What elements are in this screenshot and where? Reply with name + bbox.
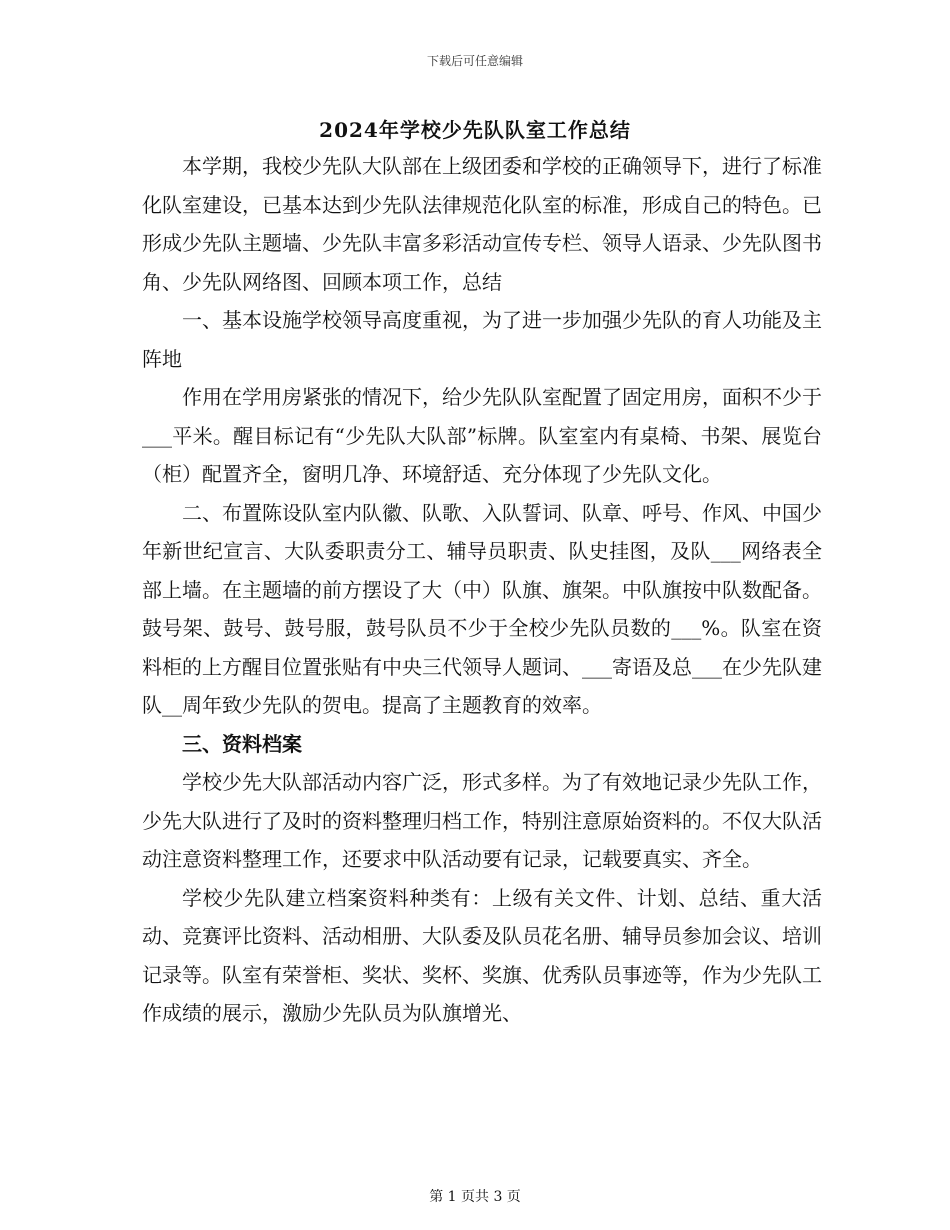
section-heading-archives: 三、资料档案 [182,731,302,756]
paragraph-section-2: 二、布置陈设队室内队徽、队歌、入队誓词、队章、呼号、作风、中国少年新世纪宣言、大队委职责分工、辅导员职责、队史挂图，及队___网络表全部上墙。在主题墙的前方摆设了大（中）队旗、旗架。中队旗按中队数配备。鼓号架、鼓号、鼓号服，鼓号队员不少于全校少先队员数的___%。队室在资料柜的上方醒目位置张贴有中央三代领导人题词、___寄语及总___在少先队建队__周年致少先队的贺电。提高了主题教育的效率。 [142,500,822,717]
document-body [142,147,822,1033]
document-title: 2024年学校少先队队室工作总结 [319,118,631,142]
page-footer: 第 1 页共 3 页 [429,1189,521,1205]
paragraph-archives-1: 学校少先大队部活动内容广泛，形式多样。为了有效地记录少先队工作，少先大队进行了及时的资料整理归档工作，特别注意原始资料的。不仅大队活动注意资料整理工作，还要求中队活动要有记录，记载要真实、齐全。 [142,770,822,871]
paragraph-archives-2: 学校少先队建立档案资料种类有：上级有关文件、计划、总结、重大活动、竞赛评比资料、活动相册、大队委及队员花名册、辅导员参加会议、培训记录等。队室有荣誉柜、奖状、奖杯、奖旗、优秀队员事迹等，作为少先队工作成绩的展示，激励少先队员为队旗增光、 [142,885,822,1025]
paragraph-intro: 本学期，我校少先队大队部在上级团委和学校的正确领导下，进行了标准化队室建设，已基本达到少先队法律规范化队室的标准，形成自己的特色。已形成少先队主题墙、少先队丰富多彩活动宣传专栏、领导人语录、少先队图书角、少先队网络图、回顾本项工作，总结 [142,154,822,294]
paragraph-facilities: 作用在学用房紧张的情况下，给少先队队室配置了固定用房，面积不少于___平米。醒目标记有“少先队大队部”标牌。队室室内有桌椅、书架、展览台（柜）配置齐全，窗明几净、环境舒适、充分体现了少先队文化。 [142,385,822,486]
page-header: 下载后可任意编辑 [426,54,523,68]
paragraph-section-1: 一、基本设施学校领导高度重视，为了进一步加强少先队的育人功能及主阵地 [142,308,822,371]
